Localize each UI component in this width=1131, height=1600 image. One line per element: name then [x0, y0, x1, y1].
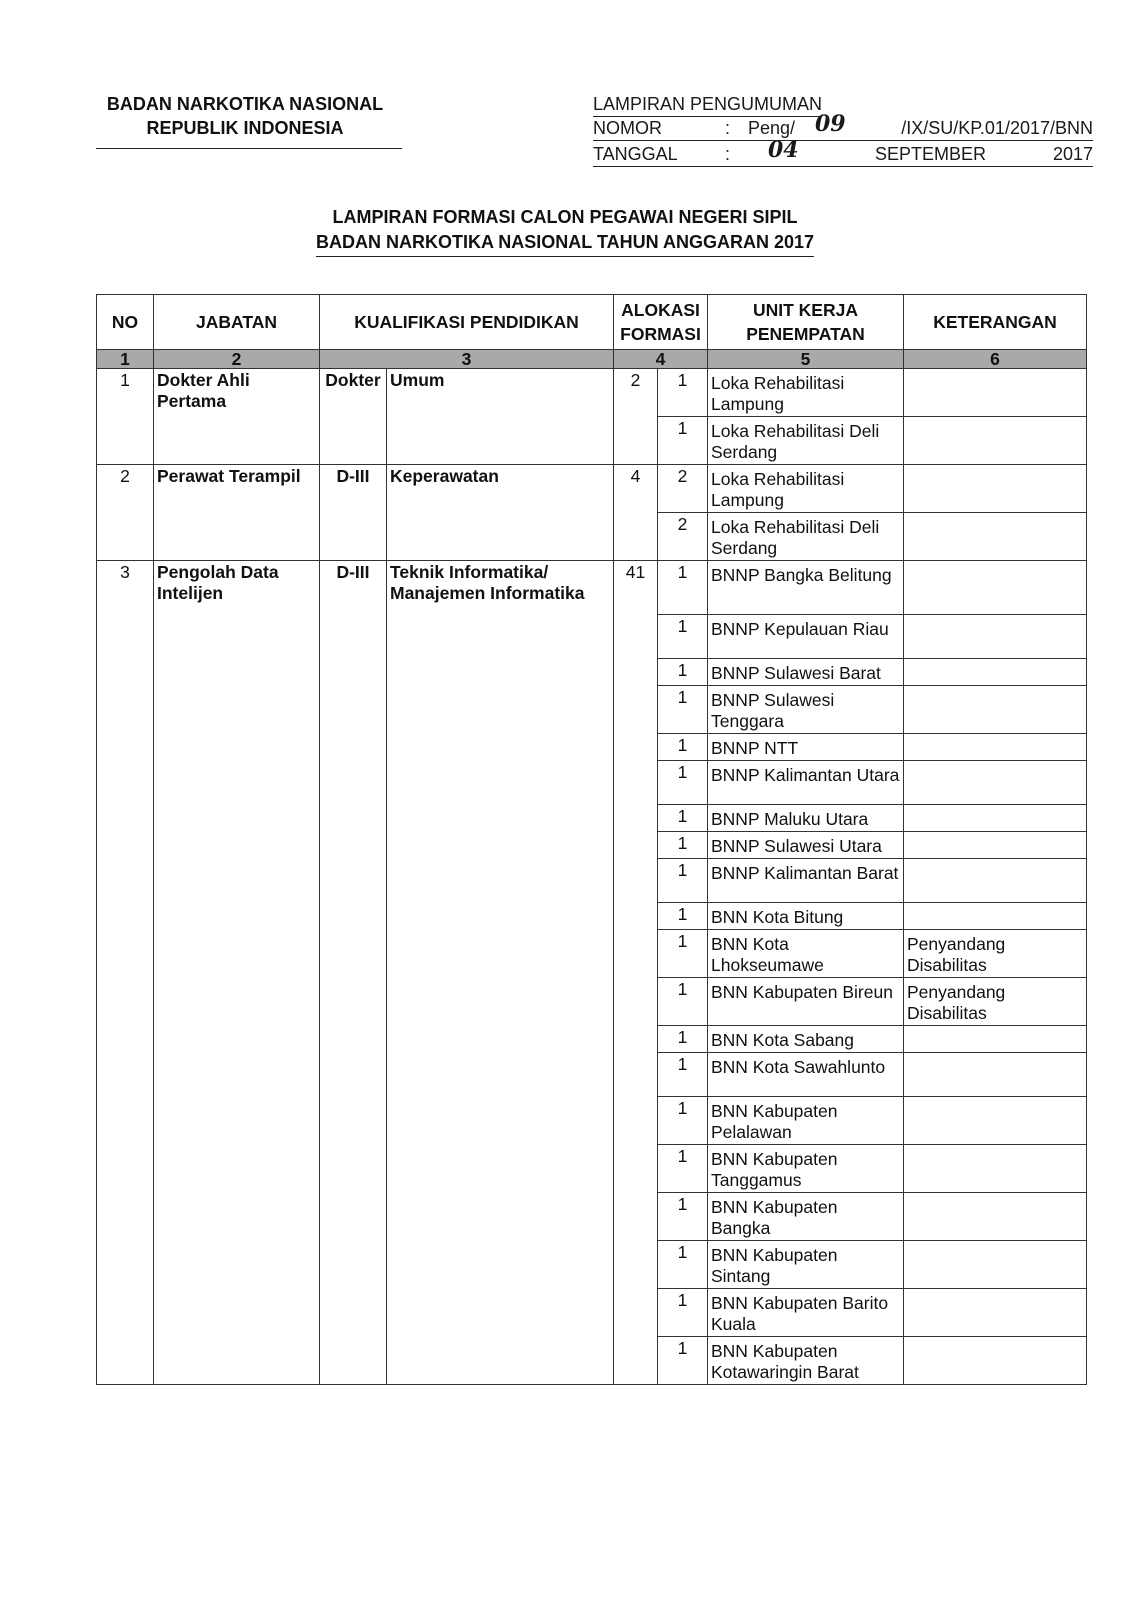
table-row	[97, 369, 1087, 417]
unit-count: 1	[658, 832, 708, 859]
unit-note	[904, 903, 1087, 930]
position-jabatan: Perawat Terampil	[154, 465, 320, 561]
unit-count: 1	[658, 1337, 708, 1385]
unit-name: BNNP Kepulauan Riau	[708, 615, 904, 659]
unit-count: 2	[658, 465, 708, 513]
unit-name: Loka Rehabilitasi Lampung	[708, 369, 904, 417]
unit-note	[904, 615, 1087, 659]
unit-note: Penyandang Disabilitas	[904, 930, 1087, 978]
table-row	[97, 561, 1087, 615]
unit-name: Loka Rehabilitasi Deli Serdang	[708, 417, 904, 465]
unit-name: BNN Kota Lhokseumawe	[708, 930, 904, 978]
col-number-6: 6	[904, 350, 1087, 369]
header-keterangan: KETERANGAN	[904, 295, 1087, 350]
unit-name: BNNP Sulawesi Tenggara	[708, 686, 904, 734]
nomor-row	[593, 111, 1093, 140]
unit-count: 1	[658, 761, 708, 805]
header-kualifikasi: KUALIFIKASI PENDIDIKAN	[320, 295, 614, 350]
unit-note	[904, 465, 1087, 513]
col-number-1: 1	[97, 350, 154, 369]
col-number-3: 3	[320, 350, 614, 369]
agency-line-2: REPUBLIK INDONESIA	[146, 118, 344, 138]
unit-count: 1	[658, 978, 708, 1026]
unit-count: 1	[658, 1053, 708, 1097]
education-major: Umum	[387, 369, 614, 465]
total-formasi: 41	[614, 561, 658, 1385]
unit-count: 1	[658, 859, 708, 903]
unit-note	[904, 734, 1087, 761]
unit-count: 1	[658, 1193, 708, 1241]
col-number-4: 4	[614, 350, 708, 369]
agency-name	[90, 92, 400, 140]
unit-count: 1	[658, 1289, 708, 1337]
table-body	[97, 369, 1087, 1385]
unit-note	[904, 1053, 1087, 1097]
agency-underline	[96, 148, 402, 149]
position-jabatan: Pengolah Data Intelijen	[154, 561, 320, 1385]
nomor-separator: :	[725, 118, 731, 138]
unit-count: 1	[658, 369, 708, 417]
annex-title: LAMPIRAN PENGUMUMAN	[593, 92, 822, 117]
unit-count: 1	[658, 615, 708, 659]
header-jabatan: JABATAN	[154, 295, 320, 350]
unit-name: BNN Kabupaten Sintang	[708, 1241, 904, 1289]
unit-count: 1	[658, 1145, 708, 1193]
unit-note	[904, 1337, 1087, 1385]
agency-line-1: BADAN NARKOTIKA NASIONAL	[106, 94, 384, 114]
unit-name: BNNP Kalimantan Barat	[708, 859, 904, 903]
unit-count: 1	[658, 1097, 708, 1145]
unit-note	[904, 659, 1087, 686]
unit-name: BNNP Sulawesi Utara	[708, 832, 904, 859]
col-number-2: 2	[154, 350, 320, 369]
unit-note: Penyandang Disabilitas	[904, 978, 1087, 1026]
unit-count: 1	[658, 805, 708, 832]
position-no: 2	[97, 465, 154, 561]
nomor-underline	[593, 140, 1093, 141]
unit-name: BNN Kabupaten Bireun	[708, 978, 904, 1026]
document-title	[270, 205, 860, 257]
unit-note	[904, 513, 1087, 561]
tanggal-year: 2017	[1052, 144, 1093, 164]
unit-count: 1	[658, 734, 708, 761]
education-level: Dokter	[320, 369, 387, 465]
education-major: Teknik Informatika/ Manajemen Informatika	[387, 561, 614, 1385]
tanggal-separator: :	[725, 144, 731, 164]
table-row	[97, 465, 1087, 513]
unit-count: 1	[658, 1026, 708, 1053]
unit-note	[904, 832, 1087, 859]
unit-note	[904, 761, 1087, 805]
unit-name: BNN Kota Sabang	[708, 1026, 904, 1053]
unit-note	[904, 805, 1087, 832]
total-formasi: 2	[614, 369, 658, 465]
unit-name: BNN Kota Bitung	[708, 903, 904, 930]
unit-note	[904, 1097, 1087, 1145]
unit-name: BNNP Maluku Utara	[708, 805, 904, 832]
position-no: 1	[97, 369, 154, 465]
column-number-row	[97, 350, 1087, 369]
unit-name: BNN Kabupaten Pelalawan	[708, 1097, 904, 1145]
formasi-table	[96, 294, 1087, 1385]
header-no: NO	[97, 295, 154, 350]
education-major: Keperawatan	[387, 465, 614, 561]
unit-name: BNN Kabupaten Bangka	[708, 1193, 904, 1241]
unit-name: Loka Rehabilitasi Deli Serdang	[708, 513, 904, 561]
header-unit: UNIT KERJA PENEMPATAN	[708, 295, 904, 350]
unit-note	[904, 417, 1087, 465]
position-no: 3	[97, 561, 154, 1385]
annex-reference	[593, 92, 1093, 166]
total-formasi: 4	[614, 465, 658, 561]
unit-note	[904, 1026, 1087, 1053]
tanggal-underline	[593, 166, 1093, 167]
tanggal-row	[593, 137, 1093, 166]
position-jabatan: Dokter Ahli Pertama	[154, 369, 320, 465]
unit-note	[904, 1241, 1087, 1289]
unit-count: 1	[658, 659, 708, 686]
unit-count: 2	[658, 513, 708, 561]
title-line-1: LAMPIRAN FORMASI CALON PEGAWAI NEGERI SIPIL	[332, 207, 798, 227]
unit-name: BNNP Sulawesi Barat	[708, 659, 904, 686]
unit-note	[904, 369, 1087, 417]
unit-name: BNN Kabupaten Barito Kuala	[708, 1289, 904, 1337]
unit-name: BNNP Kalimantan Utara	[708, 761, 904, 805]
unit-note	[904, 1193, 1087, 1241]
tanggal-month: SEPTEMBER	[875, 144, 987, 164]
title-line-2: BADAN NARKOTIKA NASIONAL TAHUN ANGGARAN 2017	[316, 230, 814, 257]
education-level: D-III	[320, 561, 387, 1385]
unit-name: BNNP Bangka Belitung	[708, 561, 904, 615]
col-number-5: 5	[708, 350, 904, 369]
nomor-suffix: /IX/SU/KP.01/2017/BNN	[901, 118, 1093, 138]
unit-count: 1	[658, 417, 708, 465]
unit-name: Loka Rehabilitasi Lampung	[708, 465, 904, 513]
unit-note	[904, 1289, 1087, 1337]
tanggal-label: TANGGAL	[593, 144, 678, 164]
unit-note	[904, 686, 1087, 734]
unit-name: BNN Kabupaten Kotawaringin Barat	[708, 1337, 904, 1385]
unit-name: BNNP NTT	[708, 734, 904, 761]
unit-count: 1	[658, 561, 708, 615]
unit-note	[904, 1145, 1087, 1193]
nomor-prefix: Peng/	[748, 118, 796, 138]
unit-name: BNN Kabupaten Tanggamus	[708, 1145, 904, 1193]
unit-name: BNN Kota Sawahlunto	[708, 1053, 904, 1097]
header-alokasi: ALOKASI FORMASI	[614, 295, 708, 350]
nomor-label: NOMOR	[593, 118, 662, 138]
unit-note	[904, 561, 1087, 615]
unit-note	[904, 859, 1087, 903]
nomor-handwritten: 09	[815, 111, 846, 137]
unit-count: 1	[658, 930, 708, 978]
education-level: D-III	[320, 465, 387, 561]
tanggal-handwritten: 04	[768, 137, 799, 163]
unit-count: 1	[658, 903, 708, 930]
unit-count: 1	[658, 1241, 708, 1289]
unit-count: 1	[658, 686, 708, 734]
table-header-row	[97, 295, 1087, 350]
